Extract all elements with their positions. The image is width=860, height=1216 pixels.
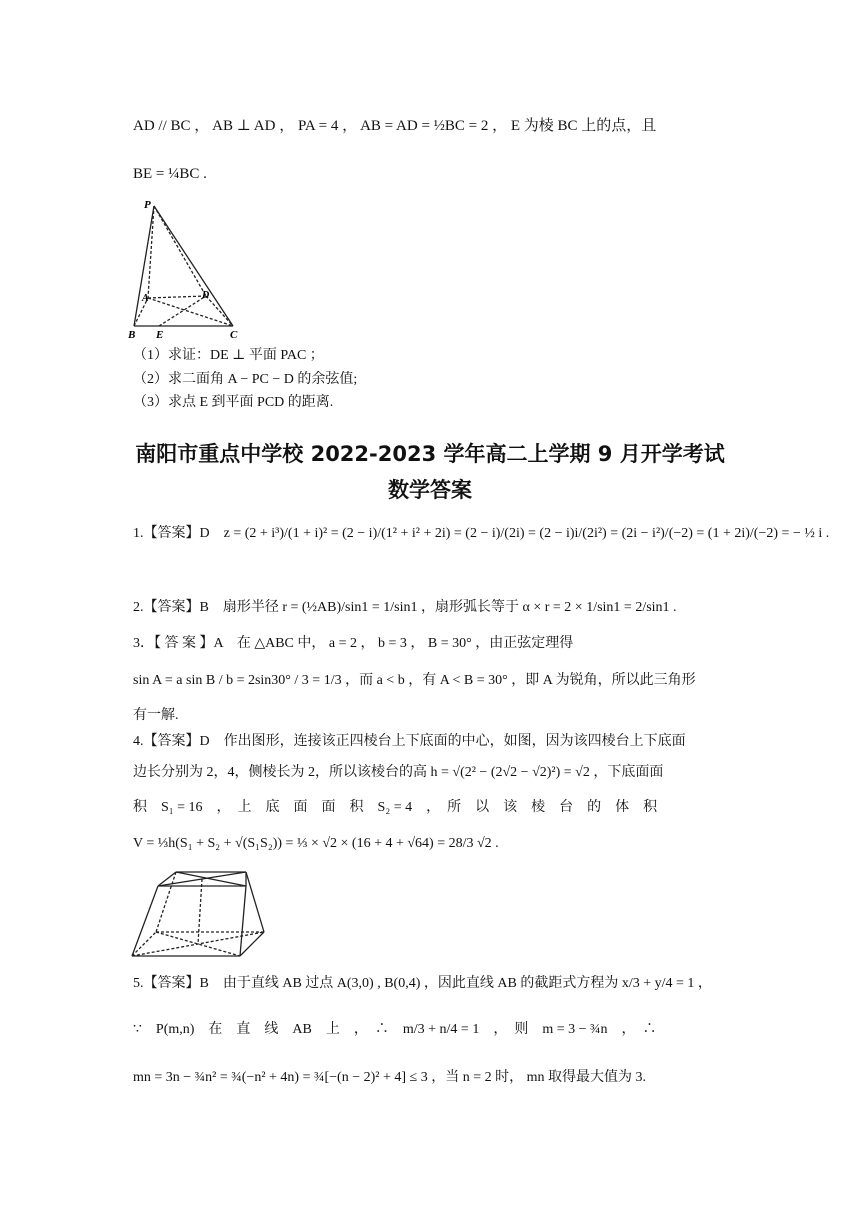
- answer-title-line-2: 数学答案: [388, 478, 472, 502]
- label-E: E: [156, 329, 164, 341]
- answer-5-line-1: 5.【答案】B 由于直线 AB 过点 A(3,0) , B(0,4) ，因此直线 AB 的截距式方程为 x/3 + y/4 = 1 ，: [133, 976, 712, 991]
- answer-4-line-3: 积 S₁ = 16 ， 上 底 面 面 积 S₂ = 4 ， 所 以 该 棱 台 的 体 积: [133, 800, 658, 815]
- answer-1: 1.【答案】D z = (2 + i³)/(1 + i)² = (2 − i)/(1² + i² + 2i) = (2 − i)/(2i) = (2 − i)i/(2i²) = (2i − i²)/(−2) = (1 + 2i)/(−2) = − ½ i .: [133, 526, 830, 541]
- label-A: A: [142, 293, 149, 304]
- label-C: C: [230, 329, 238, 341]
- label-P: P: [144, 199, 151, 211]
- answer-3-line-3: 有一解.: [133, 708, 179, 723]
- problem-line-2: BE = ¼BC .: [133, 166, 207, 182]
- question-3: （3）求点 E 到平面 PCD 的距离.: [133, 395, 334, 410]
- pyramid-figure: [128, 198, 258, 348]
- label-B: B: [128, 329, 136, 341]
- answer-title-line-1: 南阳市重点中学校 2022-2023 学年高二上学期 9 月开学考试: [135, 442, 725, 466]
- answer-3-line-1: 3．【 答 案 】A 在 △ABC 中， a = 2 ， b = 3 ， B = 30° ，由正弦定理得: [133, 636, 574, 651]
- answer-2: 2.【答案】B 扇形半径 r = (½AB)/sin1 = 1/sin1 ，扇形弧长等于 α × r = 2 × 1/sin1 = 2/sin1 .: [133, 600, 677, 615]
- answer-3-line-2: sin A = a sin B / b = 2sin30° / 3 = 1/3 ，而 a < b ，有 A < B = 30° ，即 A 为锐角，所以此三角形: [133, 673, 696, 688]
- answer-4-line-4: V = ⅓h(S₁ + S₂ + √(S₁S₂)) = ⅓ × √2 × (16 + 4 + √64) = 28/3 √2 .: [133, 836, 499, 851]
- question-1: （1）求证：DE ⊥ 平面 PAC ；: [133, 348, 324, 363]
- question-2: （2）求二面角 A − PC − D 的余弦值;: [133, 372, 358, 387]
- answer-5-line-3: mn = 3n − ¾n² = ¾(−n² + 4n) = ¾[−(n − 2)² + 4] ≤ 3 ，当 n = 2 时， mn 取得最大值为 3.: [133, 1070, 646, 1085]
- answer-4-line-1: 4.【答案】D 作出图形，连接该正四棱台上下底面的中心，如图，因为该四棱台上下底面: [133, 734, 686, 749]
- frustum-figure: [128, 866, 268, 962]
- problem-line-1: AD // BC ， AB ⊥ AD ， PA = 4 ， AB = AD = ½BC = 2 ， E 为棱 BC 上的点，且: [133, 118, 657, 134]
- answer-5-line-2: ∵ P(m,n) 在 直 线 AB 上 ， ∴ m/3 + n/4 = 1 ， 则 m = 3 − ¾n ， ∴: [133, 1022, 657, 1037]
- label-D: D: [202, 290, 210, 301]
- answer-4-line-2: 边长分别为 2，4，侧棱长为 2，所以该棱台的高 h = √(2² − (2√2 − √2)²) = √2 ，下底面面: [133, 765, 664, 780]
